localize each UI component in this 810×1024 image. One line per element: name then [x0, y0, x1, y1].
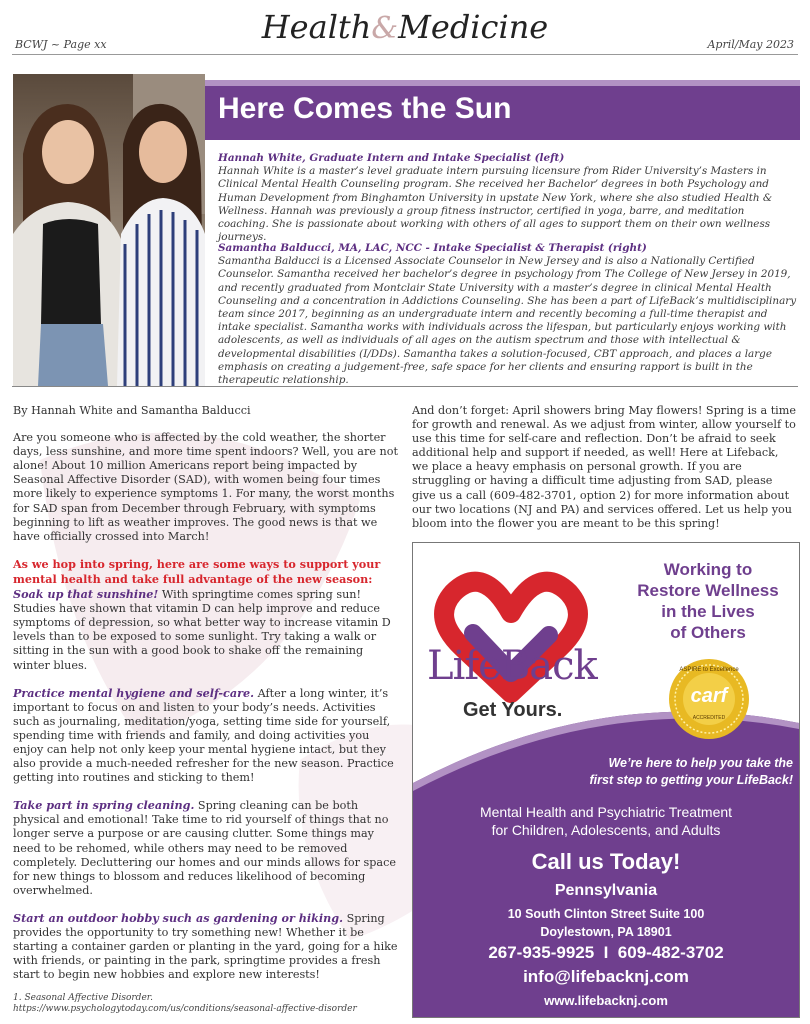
location-state: Pennsylvania: [554, 882, 658, 899]
bio-heading: Samantha Balducci, MA, LAC, NCC - Intake Specialist & Therapist (right): [218, 242, 647, 254]
header-divider: [12, 54, 798, 55]
author-photo: [13, 74, 205, 386]
bio-text: Samantha Balducci is a Licensed Associate Counselor in New Jersey and is also a Nationally Certified Counselor. Samantha received her bachelor’s degree in psychology from The College of New Jersey in 2019, and recently graduated from Montclair State University with a master’s degree in clinical Mental Health Counseling and a concentration in Addictions Counseling. She has been a part of LifeBack’s multidisciplinary team since 2017, beginning as an undergraduate intern and recently becoming a full-time therapist and intake specialist. Samantha works with individuals across the lifespan, but particularly enjoys working with adolescents, as well as individuals of all ages on the autism spectrum and those with intellectual & developmental disabilities (I/DDs). Samantha takes a solution-focused, CBT approach, and places a large emphasis on creating a judgement-free, safe space for her clients and ensuring rapport is built in the therapeutic relationship.: [218, 255, 797, 387]
masthead: Health&Medicine: [261, 8, 549, 46]
seal-center-text: carf: [690, 685, 728, 707]
tip-heading: Practice mental hygiene and self-care.: [13, 685, 255, 700]
services: Mental Health and Psychiatric Treatment for Children, Adolescents, and Adults: [479, 804, 733, 838]
tip-text: With springtime comes spring sun! Studies have shown that vitamin D can help improve and reduce symptoms of depression, so what better way to increase vitamin D levels than to be exposed to some sunlight. Try taking a walk or sitting in the sun with a good book to shake off the remaining winter blues.: [13, 588, 391, 672]
address-line-1: 10 South Clinton Street Suite 100: [507, 907, 705, 921]
tips-lead: [13, 557, 401, 673]
footnote-link[interactable]: https://www.psychologytoday.com/us/conditions/seasonal-affective-disorder: [13, 1004, 357, 1014]
tip-text: Spring cleaning can be both physical and emotional! Take time to rid yourself of things that no longer serve a purpose or are causing clutter. Some things may need to be rehomed, while others may need to be removed completely. Decluttering our homes and our minds allows for space for new things to blossom and reduces likelihood of becoming overwhelmed.: [13, 799, 396, 897]
article-left-column: [13, 404, 401, 995]
help-message: We’re here to help you take the first step to getting your LifeBack!: [589, 756, 793, 787]
phone-numbers[interactable]: 267-935-9925 I 609-482-3702: [488, 943, 724, 962]
article-right-column: [412, 404, 798, 544]
website-link[interactable]: www.lifebacknj.com: [544, 993, 668, 1008]
tip-paragraph: [13, 798, 401, 898]
tip-paragraph: [13, 911, 401, 982]
masthead-ampersand: &: [371, 11, 399, 46]
bio-text: Hannah White is a master’s level graduate intern pursuing licensure from Rider University’s Masters in Clinical Mental Health Counseling program. She received her Bachelor’ degrees in both Psychology and Human Development from Binghamton University in upstate New York, where she also studied Health & Wellness. Hannah was previously a group fitness instructor, certified in yoga, barre, and meditation coaching. She is passionate about working with others of all ages to support them on their own wellness journeys.: [218, 165, 773, 244]
tip-heading: Soak up that sunshine!: [13, 587, 159, 602]
bio-samantha: [218, 242, 798, 387]
email-link[interactable]: info@lifebacknj.com: [523, 967, 689, 986]
tip-text: After a long winter, it’s important to focus on and listen to your body’s needs. Activities such as journaling, meditation/yoga, setting time side for yourself, spending time with friends and family, and doing activities you enjoy can help not only keep your mental hygiene intact, but they also provide a much-needed refresher for the new season. Practice getting into routines and sticking to them!: [13, 686, 394, 785]
footnote-title: 1. Seasonal Affective Disorder.: [13, 993, 153, 1003]
tips-lead-text: As we hop into spring, here are some ways to support your mental health and take full advantage of the new season:: [13, 556, 381, 586]
intro-paragraph: Are you someone who is affected by the cold weather, the shorter days, less sunshine, and more time spent indoors? Well, you are not alone! About 10 million Americans report being impacted by Seasonal Affective Disorder (SAD), with women being four times more likely to experience symptoms 1. For many, the worst months for SAD span from December through February, with symptoms beginning to lift as weather improves. The good news is that we have officially crossed into March!: [13, 431, 398, 543]
tip-text: Spring provides the opportunity to try something new! Whether it be starting a container garden or planting in the yard, going for a hike with friends, or painting in the park, springtime provides a fresh start to begin new hobbies and explore new interests!: [13, 911, 398, 982]
bio-heading: Hannah White, Graduate Intern and Intake Specialist (left): [218, 152, 565, 164]
bios-divider: [12, 386, 798, 387]
lifeback-advertisement[interactable]: [412, 542, 800, 1018]
issue-date: April/May 2023: [707, 38, 794, 51]
lifeback-logo: LifeBack: [427, 643, 597, 689]
tip-paragraph: [13, 686, 401, 786]
tip-heading: Take part in spring cleaning.: [13, 798, 195, 813]
tip-heading: Start an outdoor hobby such as gardening or hiking.: [13, 910, 344, 925]
bio-hannah: [218, 152, 798, 244]
footnote: [13, 993, 357, 1015]
address-line-2: Doylestown, PA 18901: [540, 925, 672, 939]
closing-paragraph: And don’t forget: April showers bring May flowers! Spring is a time for growth and renewal. As we adjust from winter, allow yourself to use this time for self-care and reflection. Don’t be afraid to seek additional help and support if needed, as well! Here at Lifeback, we place a heavy emphasis on personal growth. If you are struggling or having a difficult time adjusting from SAD, please give us a call (609-482-3701, option 2) for more information about our two locations (NJ and PA) and services offered. Let us help you bloom into the flower you are meant to be this spring!: [412, 404, 796, 530]
slogan: Get Yours.: [463, 699, 563, 721]
page-label: BCWJ ~ Page xx: [15, 38, 107, 51]
seal-bottom-text: ACCREDITED: [692, 715, 726, 721]
seal-ring-text: ASPIRE to Excellence: [679, 667, 739, 673]
article-title: Here Comes the Sun: [218, 92, 512, 125]
ad-tagline: Working to Restore Wellness in the Lives of Others: [637, 560, 779, 642]
call-to-action: Call us Today!: [531, 849, 681, 874]
byline: By Hannah White and Samantha Balducci: [13, 404, 251, 417]
